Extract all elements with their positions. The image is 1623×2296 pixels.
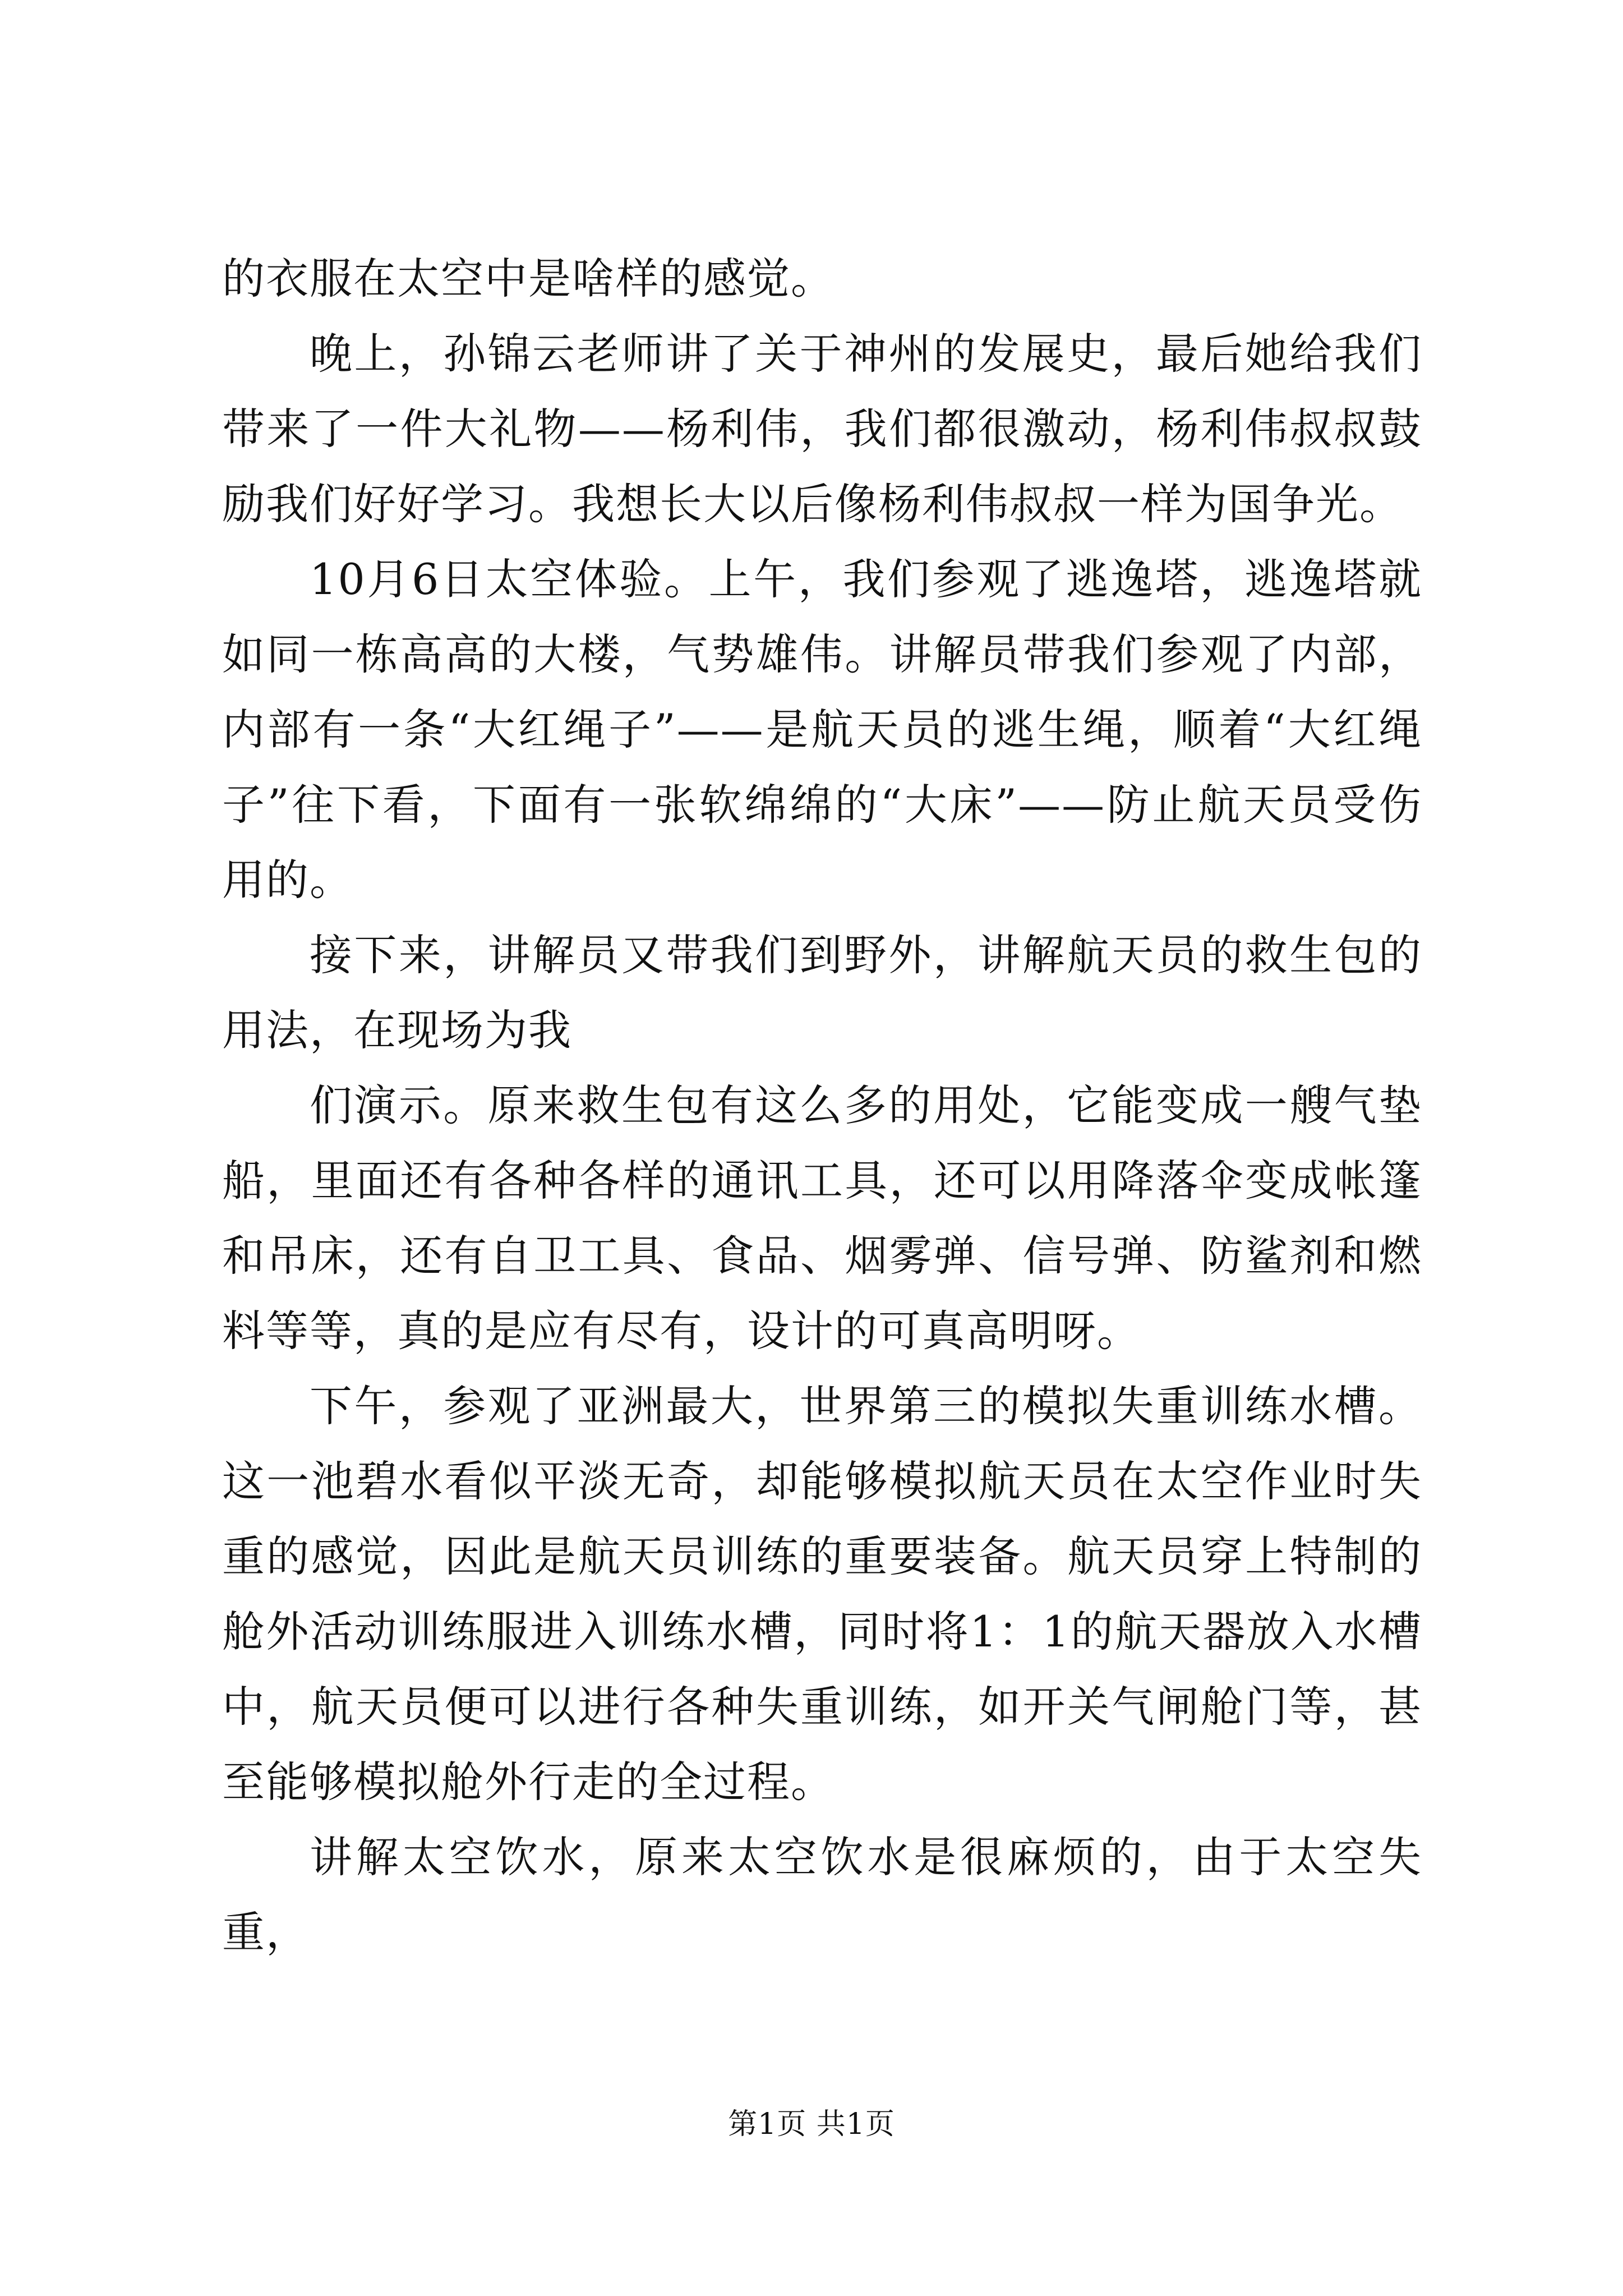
paragraph-7: 讲解太空饮水，原来太空饮水是很麻烦的，由于太空失重， — [222, 1832, 1422, 1957]
paragraph-4: 接下来，讲解员又带我们到野外，讲解航天员的救生包的用法，在现场为我 — [222, 930, 1422, 1055]
page-footer: 第1页 共1页 — [728, 2108, 895, 2141]
paragraph-3: 10月6日太空体验。上午，我们参观了逃逸塔，逃逸塔就如同一栋高高的大楼，气势雄伟。讲解员带我们参观了内部，内部有一条“大红绳子”——是航天员的逃生绳，顺着“大红绳子”往下看，下面有一张软绵绵的“大床”——防止航天员受伤用的。 — [222, 554, 1422, 905]
paragraph-1: 的衣服在太空中是啥样的感觉。 — [222, 254, 834, 303]
paragraph-2: 晚上，孙锦云老师讲了关于神州的发展史，最后她给我们带来了一件大礼物——杨利伟，我们都很激动，杨利伟叔叔鼓励我们好好学习。我想长大以后像杨利伟叔叔一样为国争光。 — [222, 329, 1422, 529]
document-body — [222, 241, 1422, 1970]
paragraph-6: 下午，参观了亚洲最大，世界第三的模拟失重训练水槽。这一池碧水看似平淡无奇，却能够模拟航天员在太空作业时失重的感觉，因此是航天员训练的重要装备。航天员穿上特制的舱外活动训练服进入训练水槽，同时将1：1的航天器放入水槽中，航天员便可以进行各种失重训练，如开关气闸舱门等，甚至能够模拟舱外行走的全过程。 — [222, 1381, 1422, 1807]
paragraph-5: 们演示。原来救生包有这么多的用处，它能变成一艘气垫船，里面还有各种各样的通讯工具，还可以用降落伞变成帐篷和吊床，还有自卫工具、食品、烟雾弹、信号弹、防鲨剂和燃料等等，真的是应有尽有，设计的可真高明呀。 — [222, 1080, 1422, 1356]
